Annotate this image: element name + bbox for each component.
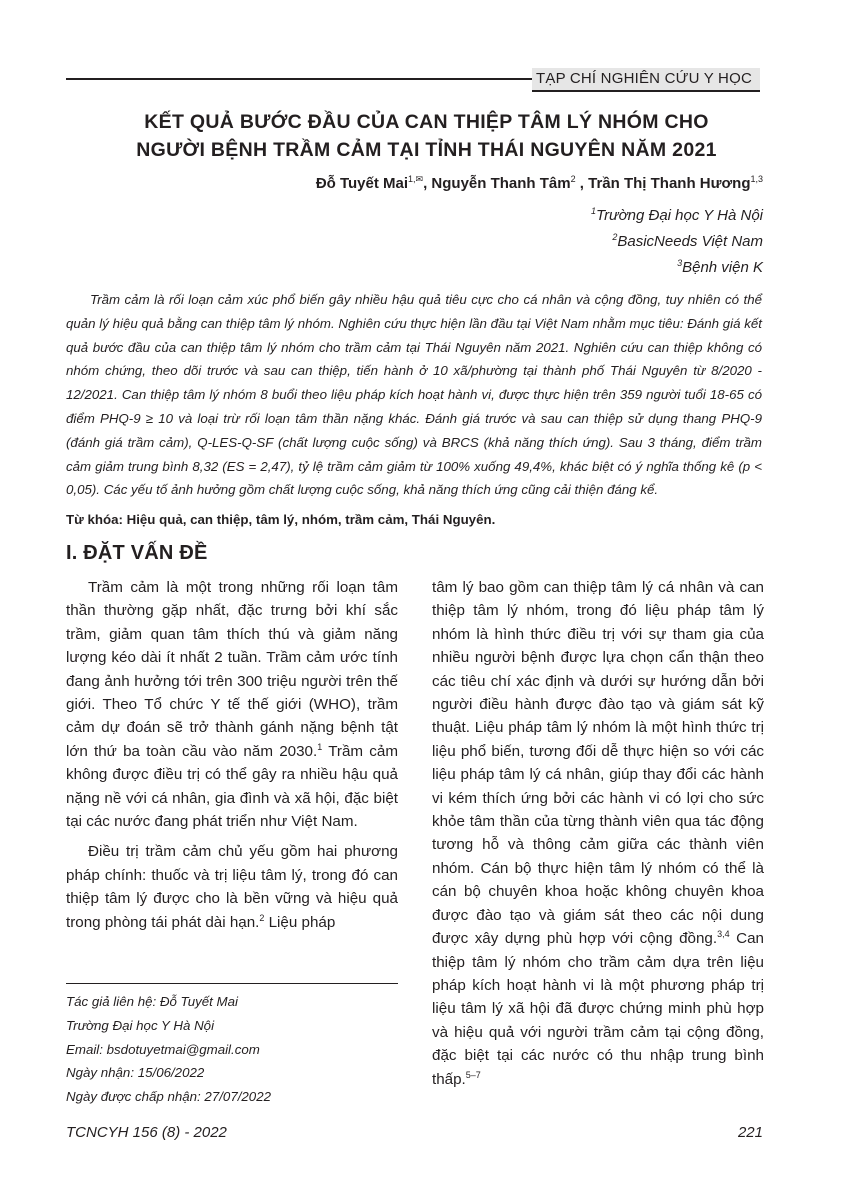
body-column-left [66,576,398,941]
author-3: , Trần Thị Thanh Hương [575,175,751,192]
corresponding-email: Email: bsdotuyetmai@gmail.com [66,1041,260,1057]
body-paragraph [432,576,764,1091]
author-3-sup: 1,3 [750,174,763,184]
author-2-sup: 2 [570,174,576,184]
abstract-text: Trầm cảm là rối loạn cảm xúc phổ biến gây nhiều hậu quả tiêu cực cho cá nhân và cộng đồng, tuy nhiên có thể quản lý hiệu quả bằng can thiệp tâm lý nhóm. Nghiên cứu thực hiện lần đầu tại Việt Nam nhằm mục tiêu: Đánh giá kết quả bước đầu của can thiệp tâm lý nhóm cho trầm cảm tại Thái Nguyên năm 2021. Nghiên cứu can thiệp không có nhóm chứng, theo dõi trước và sau can thiệp, tiến hành ở 10 xã/phường tại thành phố Thái Nguyên từ 8/2020 - 12/2021. Can thiệp tâm lý nhóm 8 buổi theo liệu pháp kích hoạt hành vi, được thực hiện trên 359 người tuổi 18-65 có điểm PHQ-9 ≥ 10 và loại trừ rối loạn tâm thần nặng khác. Đánh giá trước và sau can thiệp sử dụng thang PHQ-9 (đánh giá trầm cảm), Q-LES-Q-SF (chất lượng cuộc sống) và BRCS (khả năng thích ứng). Sau 3 tháng, điểm trầm cảm giảm trung bình 8,32 (ES = 2,47), tỷ lệ trầm cảm giảm từ 100% xuống 49,4%, khác biệt có ý nghĩa thống kê (p < 0,05). Các yếu tố ảnh hưởng gồm chất lượng cuộc sống, khả năng thích ứng cũng cải thiện đáng kể. [66,292,762,498]
citation-ref: 3,4 [717,929,730,940]
body-text: Trầm cảm là một trong những rối loạn tâm thần thường gặp nhất, đặc trưng bởi khí sắc trầm, giảm quan tâm thích thú và giảm năng lượng kéo dài ít nhất 2 tuần. Trầm cảm ước tính đang ảnh hưởng tới trên 300 triệu người trên thế giới. Theo Tổ chức Y tế thế giới (WHO), trầm cảm dự đoán sẽ trở thành gánh nặng bệnh tật lớn thứ ba toàn cầu vào năm 2030. [66,579,398,760]
author-1-sup: 1,✉ [408,174,424,184]
corresponding-author: Tác giả liên hệ: Đỗ Tuyết Mai [66,994,238,1009]
title-line-1: KẾT QUẢ BƯỚC ĐẦU CỦA CAN THIỆP TÂM LÝ NHÓM CHO [144,111,709,133]
body-text: Trầm cảm không được điều trị có thể gây ra nhiều hậu quả nặng nề với cá nhân, gia đình và xã hội, đặc biệt tại các nước đang phát triển như Việt Nam. [66,742,398,831]
affiliation-2-sup: 2 [612,232,618,242]
affiliation-1 [591,206,763,224]
citation-ref: 1 [317,741,323,752]
affiliation-1-text: Trường Đại học Y Hà Nội [596,207,763,224]
keywords: Từ khóa: Hiệu quả, can thiệp, tâm lý, nhóm, trầm cảm, Thái Nguyên. [66,512,496,527]
abstract [66,288,762,502]
citation-ref: 5–7 [465,1069,481,1080]
body-paragraph [66,576,398,833]
affiliation-3-sup: 3 [677,258,683,268]
citation-ref: 2 [259,912,265,923]
journal-name: TẠP CHÍ NGHIÊN CỨU Y HỌC [536,70,752,87]
page-number: 221 [737,1124,763,1141]
affiliation-1-sup: 1 [591,206,597,216]
corresponding-institution: Trường Đại học Y Hà Nội [66,1017,215,1033]
affiliation-2-text: BasicNeeds Việt Nam [617,233,763,250]
body-text: tâm lý bao gồm can thiệp tâm lý cá nhân và can thiệp tâm lý nhóm, trong đó liệu pháp tâm lý nhóm là hình thức điều trị với sự tham gia của nhiều người bệnh được lựa chọn cẩn thận theo các tiêu chí xác định và dưới sự hướng dẫn bởi người điều hành được đào tạo và giám sát kỹ thuật. Liệu pháp tâm lý nhóm là một hình thức trị liệu phổ biến, tương đối dễ thực hiện so với các liệu pháp tâm lý cá nhân, giúp thay đổi các hành vi kém thích ứng bởi các hành vi có lợi cho sức khỏe tâm thần của từng thành viên qua tác động tương hỗ và thông cảm giữa các thành viên nhóm. Cán bộ thực hiện tâm lý nhóm có thể là cán bộ chuyên khoa hoặc không chuyên khoa được đào tạo và giám sát theo các nội dung được xây dựng phù hợp với cộng đồng. [432,579,764,948]
body-text: Can thiệp tâm lý nhóm cho trầm cảm dựa trên liệu pháp kích hoạt hành vi là một phương pháp trị liệu tâm lý xã hội đã được chứng minh phù hợp và hiệu quả với người trầm cảm tại cộng đồng, đặc biệt tại các nước có thu nhập trung bình thấp. [432,930,764,1088]
title-line-2: NGƯỜI BỆNH TRẦM CẢM TẠI TỈNH THÁI NGUYÊN NĂM 2021 [136,139,717,161]
body-text: Điều trị trầm cảm chủ yếu gồm hai phương pháp chính: thuốc và trị liệu tâm lý, trong đó can thiệp tâm lý được cho là bền vững và hiệu quả trong phòng tái phát dài hạn. [66,843,398,931]
body-column-right [432,576,764,1098]
affiliation-2 [612,232,763,250]
author-list [316,174,763,192]
header-rule [66,78,532,80]
date-received: Ngày nhận: 15/06/2022 [66,1065,205,1081]
section-heading: I. ĐẶT VẤN ĐỀ [66,542,208,564]
author-2: , Nguyễn Thanh Tâm [423,175,571,192]
article-title [60,108,793,164]
body-text: Liệu pháp [264,913,336,931]
body-paragraph [66,840,398,934]
affiliation-3 [677,258,763,276]
date-accepted: Ngày được chấp nhận: 27/07/2022 [66,1089,271,1105]
author-1: Đỗ Tuyết Mai [315,175,409,192]
footnotes [66,990,271,1109]
footnote-rule [66,983,398,984]
affiliation-3-text: Bệnh viện K [682,259,763,276]
footer-citation: TCNCYH 156 (8) - 2022 [66,1124,227,1141]
